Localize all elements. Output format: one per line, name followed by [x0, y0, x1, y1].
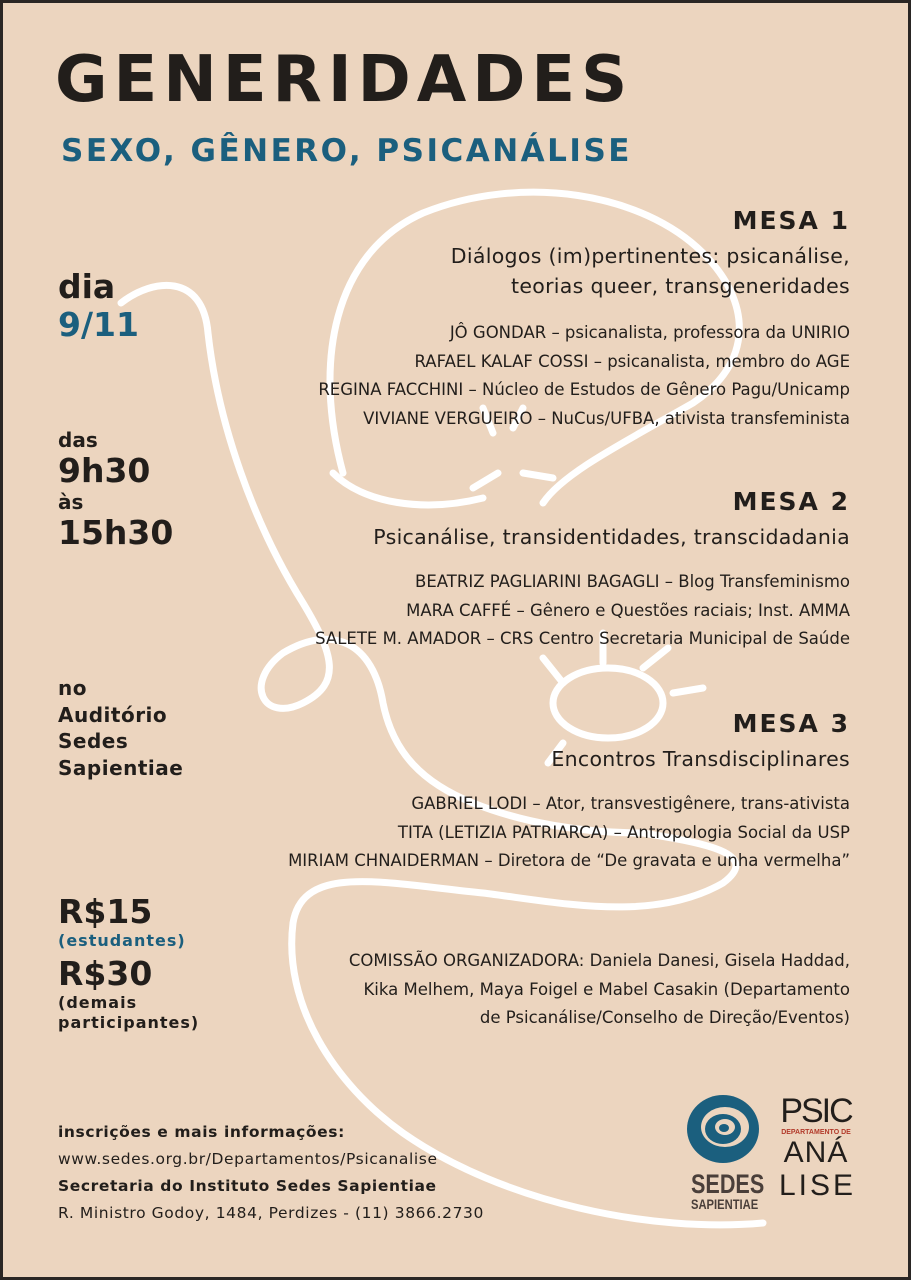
speaker: REGINA FACCHINI – Núcleo de Estudos de Gênero Pagu/Unicamp: [318, 380, 850, 399]
price-other: R$30: [58, 954, 153, 993]
sedes-spiral-icon: [685, 1091, 761, 1167]
info-heading: inscrições e mais informações:: [58, 1123, 345, 1141]
commission-line: de Psicanálise/Conselho de Direção/Eventos): [479, 1008, 850, 1027]
price-other-label: (demais: [58, 993, 138, 1012]
end-time: 15h30: [58, 513, 174, 552]
departamento-logo: [779, 1092, 857, 1202]
poster: [3, 3, 908, 1277]
speaker: MARA CAFFÉ – Gênero e Questões raciais; Inst. AMMA: [406, 600, 850, 620]
speaker: SALETE M. AMADOR – CRS Centro Secretaria Municipal de Saúde: [315, 629, 850, 648]
dia-label: dia: [58, 267, 116, 306]
commission-line: COMISSÃO ORGANIZADORA: Daniela Danesi, Gisela Haddad,: [348, 951, 850, 970]
event-date: 9/11: [58, 305, 139, 344]
speaker: TITA (LETIZIA PATRIARCA) – Antropologia Social da USP: [397, 822, 850, 842]
event-title: GENERIDADES: [55, 43, 634, 117]
dep-logo-bottom: LISE: [779, 1169, 857, 1202]
dep-logo-middle: DEPARTAMENTO DE: [781, 1129, 851, 1136]
dep-logo-bottom: ANÁ: [783, 1136, 849, 1169]
venue-line: Auditório: [58, 702, 168, 727]
speaker: MIRIAM CHNAIDERMAN – Diretora de “De gravata e unha vermelha”: [288, 851, 850, 870]
speaker: RAFAEL KALAF COSSI – psicanalista, membro do AGE: [414, 351, 850, 371]
mesa-theme: Psicanálise, transidentidades, transcidadania: [373, 525, 850, 549]
speaker: GABRIEL LODI – Ator, transvestigênere, trans-ativista: [411, 794, 850, 813]
start-time: 9h30: [58, 451, 151, 490]
mesa-3: [288, 709, 850, 876]
price-student-label: (estudantes): [58, 931, 186, 950]
mesa-1: [318, 206, 850, 433]
venue-line: no: [58, 676, 87, 700]
commission-line: Kika Melhem, Maya Foigel e Mabel Casakin (Departamento: [363, 979, 850, 999]
as-label: às: [58, 490, 84, 514]
sedes-logo: [683, 1091, 763, 1212]
venue: [58, 675, 183, 781]
speaker: VIVIANE VERGUEIRO – NuCus/UFBA, ativista transfeminista: [363, 408, 850, 428]
info-org: Secretaria do Instituto Sedes Sapientiae: [58, 1177, 437, 1195]
info-url[interactable]: www.sedes.org.br/Departamentos/Psicanalise: [58, 1150, 438, 1168]
venue-line: Sedes: [58, 729, 129, 753]
commission: [349, 947, 850, 1033]
mesa-title: MESA 1: [732, 206, 850, 235]
mesa-2: [315, 487, 850, 654]
price-student: R$15: [58, 892, 153, 931]
event-subtitle: SEXO, GÊNERO, PSICANÁLISE: [61, 133, 632, 169]
contact-info: [58, 1119, 484, 1227]
mesa-theme: Encontros Transdisciplinares: [551, 747, 850, 771]
mesa-theme: teorias queer, transgeneridades: [510, 274, 850, 298]
sapientiae-text: SAPIENTIAE: [691, 1196, 759, 1212]
speaker: BEATRIZ PAGLIARINI BAGAGLI – Blog Transfeminismo: [415, 572, 850, 591]
price-other-label: participantes): [58, 1013, 200, 1032]
mesa-title: MESA 3: [732, 709, 850, 738]
mesa-theme: Diálogos (im)pertinentes: psicanálise,: [450, 244, 850, 268]
speaker: JÔ GONDAR – psicanalista, professora da UNIRIO: [449, 323, 850, 342]
mesa-title: MESA 2: [732, 487, 850, 516]
das-label: das: [58, 428, 98, 452]
sedes-text: SEDES: [691, 1169, 765, 1199]
venue-line: Sapientiae: [58, 755, 184, 780]
dep-logo-top: PSIC: [780, 1092, 852, 1130]
info-address: R. Ministro Godoy, 1484, Perdizes - (11) 3866.2730: [58, 1204, 484, 1222]
prices: [58, 893, 199, 1033]
